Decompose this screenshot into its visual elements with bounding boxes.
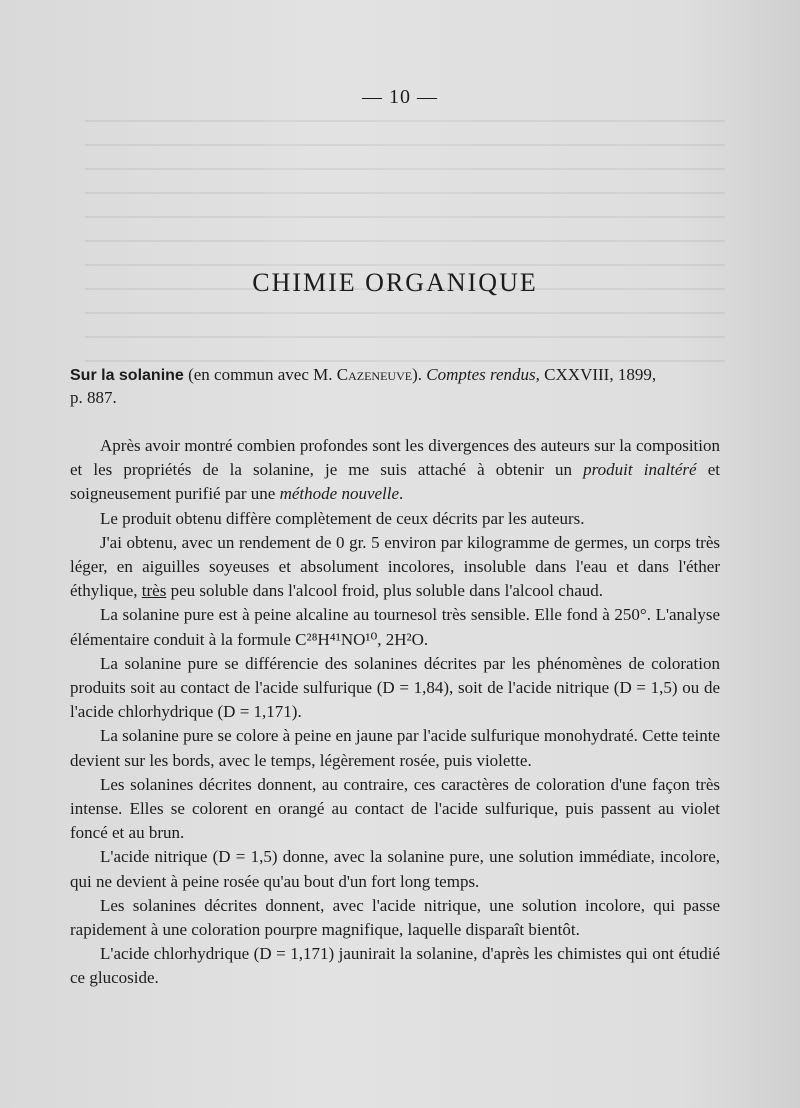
paragraph-7: Les solanines décrites donnent, au contraire, ces caractères de coloration d'une façon très intense. Elles se colorent en orangé au contact de l'acide sulfurique, puis passent au violet foncé et au brun. xyxy=(70,774,720,843)
reference-journal: Comptes rendus xyxy=(426,365,536,384)
page-number: — 10 — xyxy=(362,86,438,108)
article-body xyxy=(70,434,720,991)
paragraph-1-text-b: et soigneusement purifié par une xyxy=(70,460,720,504)
paragraph-1 xyxy=(70,434,720,507)
reference-author: Cazeneuve xyxy=(336,365,413,384)
underlined-word: très xyxy=(141,581,167,601)
paragraph-8: L'acide nitrique (D = 1,5) donne, avec la solanine pure, une solution immédiate, incolore, qui ne devient à peine rosée qu'au bout d'un fort long temps. xyxy=(70,847,720,891)
paragraph-1-text-c: . xyxy=(399,484,404,504)
reference-after-author: ). xyxy=(412,365,427,384)
paragraph-4: La solanine pure est à peine alcaline au tournesol très sensible. Elle fond à 250°. L'analyse élémentaire conduit à la formule C²⁸H⁴¹NO¹⁰, 2H²O. xyxy=(70,605,720,649)
reference-middle: (en commun avec M. xyxy=(183,365,337,384)
reference-citation: , CXXVIII, 1899, xyxy=(535,365,657,384)
section-title: CHIMIE ORGANIQUE xyxy=(252,268,538,297)
paragraph-5: La solanine pure se différencie des solanines décrites par les phénomènes de coloration produits soit au contact de l'acide sulfurique (D = 1,84), soit de l'acide nitrique (D = 1,5) ou de l'acide chlorhydrique (D = 1,171). xyxy=(70,653,720,722)
reference-title: Sur la solanine xyxy=(70,367,184,384)
paragraph-9: Les solanines décrites donnent, avec l'acide nitrique, une solution incolore, qui passe rapidement à une coloration pourpre magnifique, laquelle disparaît bientôt. xyxy=(70,895,720,940)
bleed-through-shadow xyxy=(85,120,725,380)
bibliographic-reference xyxy=(70,364,726,409)
reference-pages: p. 887. xyxy=(70,388,117,407)
paragraph-6: La solanine pure se colore à peine en jaune par l'acide sulfurique monohydraté. Cette teinte devient sur les bords, avec le temps, légèrement rosée, puis violette. xyxy=(70,726,721,770)
paragraph-10: L'acide chlorhydrique (D = 1,171) jaunirait la solanine, d'après les chimistes qui ont étudié ce glucoside. xyxy=(70,944,720,988)
emphasis-produit-inaltere: produit inaltéré xyxy=(583,460,697,480)
paragraph-3-text-b: peu soluble dans l'alcool froid, plus soluble dans l'alcool chaud. xyxy=(166,581,604,601)
paragraph-3 xyxy=(70,531,720,604)
emphasis-methode-nouvelle: méthode nouvelle xyxy=(279,484,400,504)
paragraph-1-text-a: Après avoir montré combien profondes sont les divergences des auteurs sur la composition et les propriétés de la solanine, je me suis attaché à obtenir un xyxy=(70,436,720,480)
paragraph-3-text-a: J'ai obtenu, avec un rendement de 0 gr. 5 environ par kilogramme de germes, un corps très léger, en aiguilles soyeuses et absolument incolores, insoluble dans l'eau et dans l'éther éthylique, xyxy=(70,532,720,601)
paragraph-2: Le produit obtenu diffère complètement de ceux décrits par les auteurs. xyxy=(100,508,585,528)
